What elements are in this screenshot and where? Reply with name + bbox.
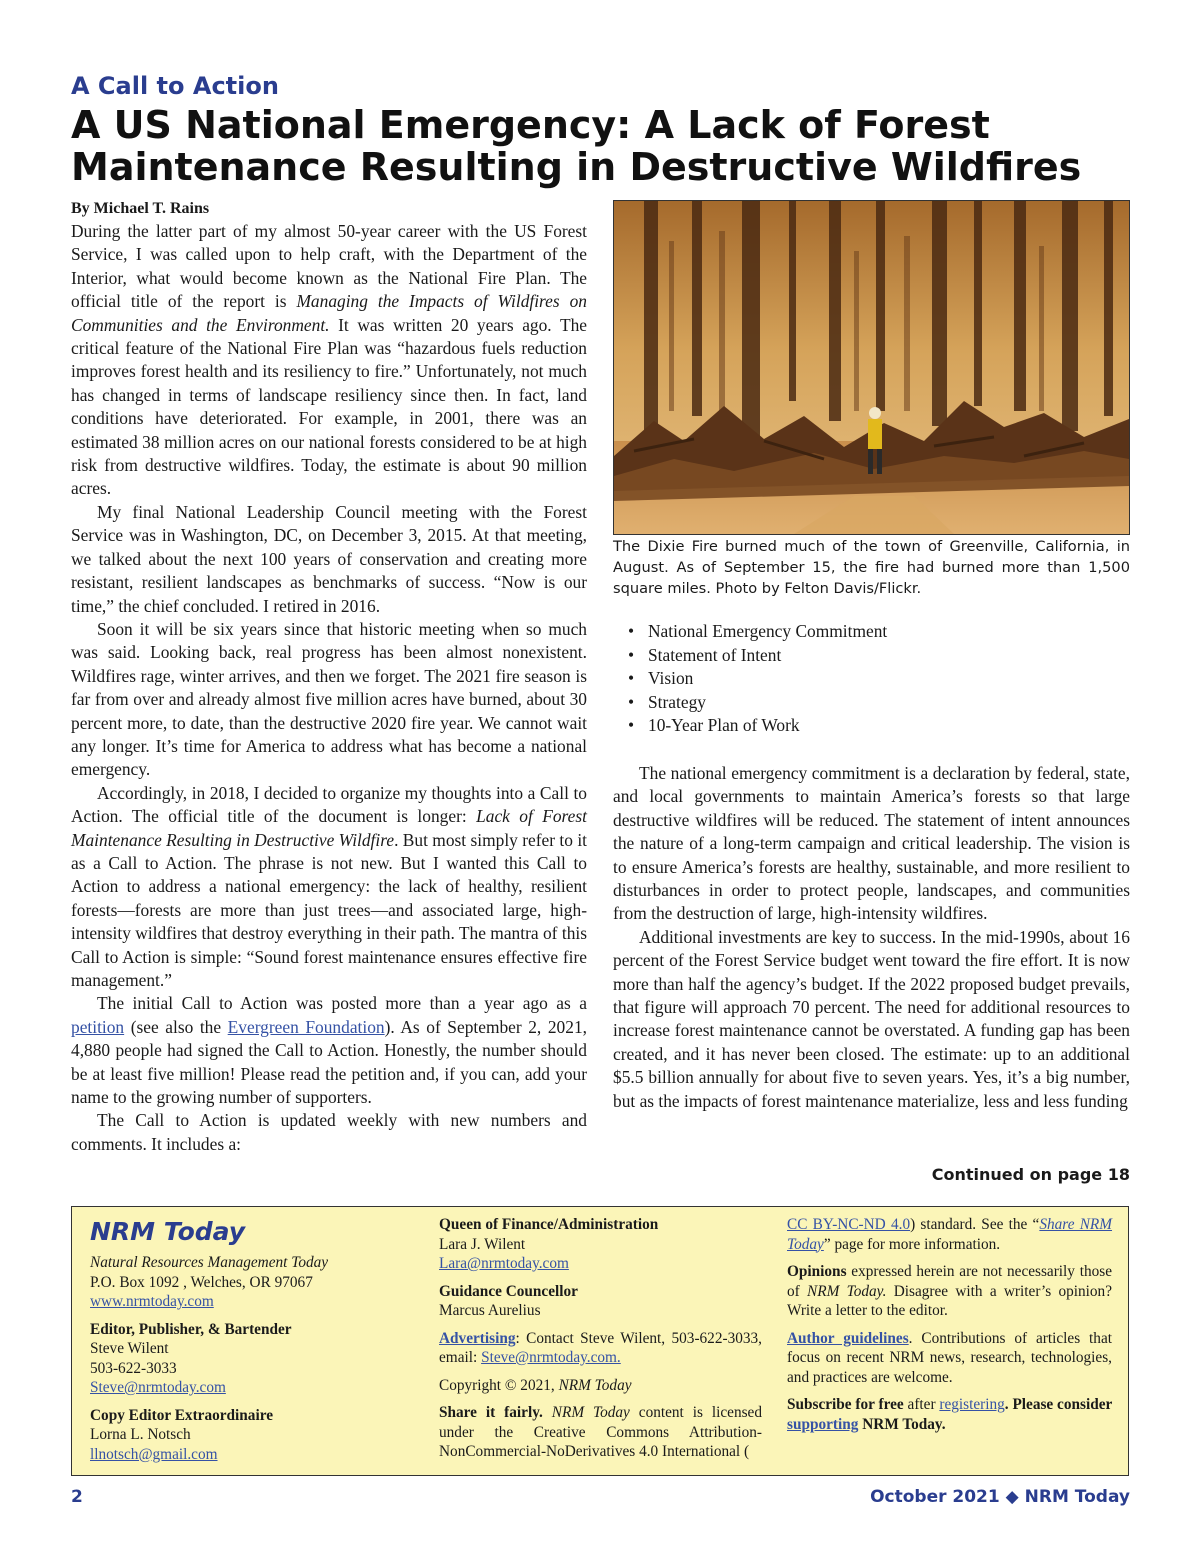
list-item: • Vision xyxy=(628,667,887,691)
registering-link[interactable]: registering xyxy=(939,1396,1005,1413)
list-item: • Statement of Intent xyxy=(628,644,887,668)
editor-block: Editor, Publisher, & Bartender Steve Wilent 503-622-3033 Steve@nrmtoday.com xyxy=(90,1320,292,1396)
share-nrm-today-link[interactable]: Share NRM Today xyxy=(787,1216,1113,1253)
byline: By Michael T. Rains xyxy=(71,200,210,217)
advertising-block: Advertising: Contact Steve Wilent, 503-622-3033, email: Steve@nrmtoday.com. xyxy=(439,1329,762,1366)
license-continued-block: CC BY-NC-ND 4.0) standard. See the “Share NRM Today” page for more information. xyxy=(787,1216,1113,1253)
license-link[interactable]: CC BY-NC-ND 4.0 xyxy=(787,1216,911,1233)
opinions-block: Opinions expressed herein are not necessarily those of NRM Today. Disagree with a writer’s opinion? Write a letter to the editor. xyxy=(787,1263,1112,1319)
list-item: • 10-Year Plan of Work xyxy=(628,714,887,738)
wildfire-photo xyxy=(613,200,1130,535)
wildfire-photo-art xyxy=(614,201,1129,534)
issue-footer: October 2021 ◆ NRM Today xyxy=(870,1487,1130,1507)
advertising-email-link[interactable]: Steve@nrmtoday.com. xyxy=(481,1349,621,1366)
editor-email-link[interactable]: Steve@nrmtoday.com xyxy=(90,1379,226,1396)
author-guidelines-link[interactable]: Author guidelines xyxy=(787,1329,909,1347)
section-kicker: A Call to Action xyxy=(71,72,279,100)
paragraph-3: Soon it will be six years since that historic meeting when so much was said. Looking back, real progress has been almost nonexistent. Wildfires rage, winter arrives, and then we forget. The 2021 fire season is far from over and already almost five million acres have burned, about 30 percent more, to date, than the destructive 2020 fire year. We cannot wait any longer. It’s time for America to address what has become a national emergency. xyxy=(71,618,587,780)
photo-caption: The Dixie Fire burned much of the town of Greenville, California, in August. As of September 15, the fire had burned more than 1,500 square miles. Photo by Felton Davis/Flickr. xyxy=(613,538,1130,597)
paragraph-5: The initial Call to Action was posted more than a year ago as a petition (see also the Evergreen Foundation). As of September 2, 2021, 4,880 people had signed the Call to Action. Honestly, the number should be at least five million! Please read the petition and, if you can, add your name to the growing number of supporters. xyxy=(71,993,587,1108)
guidance-block: Guidance Councellor Marcus Aurelius xyxy=(439,1282,578,1319)
call-to-action-list xyxy=(628,620,887,738)
list-item: • Strategy xyxy=(628,691,887,715)
article-title: A US National Emergency: A Lack of Forest Maintenance Resulting in Destructive Wildfires xyxy=(71,103,1082,189)
right-column xyxy=(613,762,1130,1113)
finance-block: Queen of Finance/Administration Lara J. Wilent Lara@nrmtoday.com xyxy=(439,1216,659,1272)
paragraph-7: The national emergency commitment is a declaration by federal, state, and local governments to maintain America’s forests so that large destructive wildfires will be reduced. The statement of intent announces the nature of a long-term campaign and critical leadership. The vision is to ensure America’s forests are healthy, sustainable, and more resilient to disturbances in order to protect people, landscapes, and communities from the destruction of large, high-intensity wildfires. xyxy=(613,763,1130,924)
paragraph-6: The Call to Action is updated weekly with new numbers and comments. It includes a: xyxy=(71,1110,587,1154)
evergreen-foundation-link[interactable]: Evergreen Foundation xyxy=(227,1016,385,1037)
paragraph-2: My final National Leadership Council meeting with the Forest Service was in Washington, DC, on December 3, 2015. At that meeting, we talked about the next 100 years of conservation and creating more resistant, resilient landscapes as benchmarks of success. “Now is our time,” the chief concluded. I retired in 2016. xyxy=(71,501,587,616)
masthead-column-2 xyxy=(439,1215,762,1470)
author-guidelines-block: Author guidelines. Contributions of articles that focus on recent NRM news, research, technologies, and practices are welcome. xyxy=(787,1329,1112,1386)
paragraph-8: Additional investments are key to success. In the mid-1990s, about 16 percent of the Forest Service budget went toward the fire effort. It is now more than half the agency’s budget. If the 2022 proposed budget prevails, that figure will approach 70 percent. The need for additional resources to increase forest maintenance cannot be overstated. A funding gap has been created, and it has never been closed. The estimate: up to an additional $5.5 billion annually for about five to seven years. Yes, it’s a big number, but as the impacts of forest maintenance materialize, less and less funding xyxy=(613,926,1130,1111)
masthead-title: NRM Today xyxy=(90,1217,246,1246)
advertising-link[interactable]: Advertising xyxy=(439,1329,516,1347)
license-block: Share it fairly. NRM Today content is licensed under the Creative Commons Attribution-NonCommercial-NoDerivatives 4.0 International ( xyxy=(439,1404,762,1460)
list-item: • National Emergency Commitment xyxy=(628,620,887,644)
copy-editor-email-link[interactable]: llnotsch@gmail.com xyxy=(90,1445,218,1463)
masthead-address-block: Natural Resources Management Today P.O. Box 1092 , Welches, OR 97067 www.nrmtoday.com xyxy=(90,1254,329,1310)
finance-email-link[interactable]: Lara@nrmtoday.com xyxy=(439,1255,569,1272)
petition-link[interactable]: petition xyxy=(71,1016,125,1037)
copy-editor-block: Copy Editor Extraordinaire Lorna L. Notsch llnotsch@gmail.com xyxy=(90,1406,274,1463)
paragraph-1: During the latter part of my almost 50-year career with the US Forest Service, I was called upon to help craft, with the Department of the Interior, what would become known as the National Fire Plan. The official title of the report is Managing the Impacts of Wildfires on Communities and the Environment. It was written 20 years ago. The critical feature of the National Fire Plan was “hazardous fuels reduction improves forest health and its resiliency to fire.” Unfortunately, not much has changed in terms of landscape resiliency since then. In fact, land conditions have deteriorated. For example, in 2001, there was an estimated 38 million acres on our national forests considered to be at high risk from destructive wildfires. Today, the estimate is about 90 million acres. xyxy=(71,221,587,499)
masthead-column-1 xyxy=(90,1215,400,1472)
page-number: 2 xyxy=(71,1487,83,1507)
masthead-box xyxy=(71,1206,1129,1476)
paragraph-4: Accordingly, in 2018, I decided to organize my thoughts into a Call to Action. The official title of the document is longer: Lack of Forest Maintenance Resulting in Destructive Wildfire. But most simply refer to it as a Call to Action. The phrase is not new. But I wanted this Call to Action to address a national emergency: the lack of healthy, resilient forests—forests are more than just trees—and associated large, high-intensity wildfires that destroy everything in their path. The mantra of this Call to Action is simple: “Sound forest maintenance ensures effective fire management.” xyxy=(71,782,587,990)
left-column xyxy=(71,198,587,1156)
website-link[interactable]: www.nrmtoday.com xyxy=(90,1293,214,1310)
masthead-column-3 xyxy=(787,1215,1112,1442)
supporting-link[interactable]: supporting xyxy=(787,1415,859,1433)
copyright-block: Copyright © 2021, NRM Today xyxy=(439,1376,632,1394)
continued-note: Continued on page 18 xyxy=(931,1165,1130,1184)
subscribe-block: Subscribe for free after registering. Please consider supporting NRM Today. xyxy=(787,1396,1113,1433)
